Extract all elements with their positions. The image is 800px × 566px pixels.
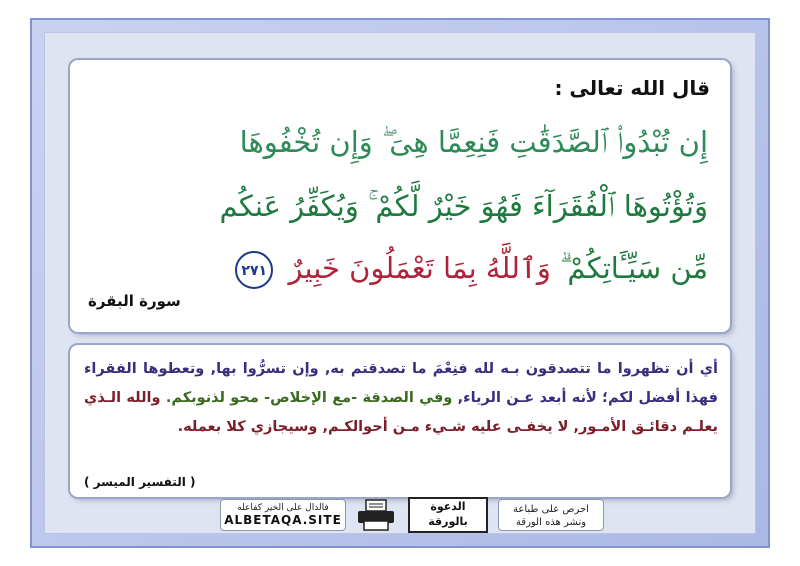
tafsir-part-2: وفي الصدقة -مع الإخلاص- محو لذنوبكم. (160, 390, 453, 406)
heading: قال الله تعالى : (554, 76, 710, 100)
footer (220, 497, 604, 534)
printer-icon (352, 499, 400, 531)
tafsir-card (70, 345, 730, 497)
footer-site-link[interactable]: ALBETAQA.SITE (224, 513, 342, 527)
ayah-end-icon: ٢٧١ (235, 251, 273, 289)
verse-line-2: وَتُؤْتُوهَا ٱلْفُقَرَآءَ فَهُوَ خَيْرٌ لَّكُمْ ۚ وَيُكَفِّرُ عَنكُم (219, 189, 708, 223)
logo-line-2: بالورقة (428, 515, 468, 528)
footer-site-box[interactable] (220, 499, 346, 531)
surah-name: سورة البقرة (88, 292, 181, 310)
tafsir-part-3: والله الـذي يعلـم دقائـق الأمـور, لا يخفـى عليه شـيء مـن أحوالكـم, وسيجازي كلا بعمله. (84, 390, 718, 435)
tafsir-text (84, 355, 718, 442)
verse-line-3-part-a: مِّن سَيِّـَٔاتِكُمْ ۗ (550, 251, 708, 285)
verse-line-3 (88, 248, 708, 289)
logo-line-1: الدعوة (430, 500, 466, 513)
footer-motto: فالدال على الخير كفاعله (237, 503, 329, 513)
tafsir-part-1: أي أن تظهروا ما تتصدقون بـه لله فنِعْمَ ما تصدقتم به, وإن تسرُّوا بها, وتعطوها الفقراء فهذا أفضل لكم؛ لأنه أبعد عـن الرياء, (84, 361, 718, 406)
print-note-line-2: ونشر هذه الورقة (515, 517, 587, 528)
verse-line-3-part-b: وَٱللَّهُ بِمَا تَعْمَلُونَ خَبِيرٌ (288, 251, 551, 285)
tafsir-source: ( التفسير الميسر ) (84, 475, 196, 489)
footer-print-note (498, 499, 604, 531)
brand-logo (408, 497, 488, 533)
verse-card (70, 60, 730, 332)
print-note-line-1: احرص على طباعة (513, 504, 589, 515)
verse-line-1: إِن تُبْدُوا۟ ٱلصَّدَقَٰتِ فَنِعِمَّا هِىَ ۖ وَإِن تُخْفُوهَا (239, 125, 708, 159)
